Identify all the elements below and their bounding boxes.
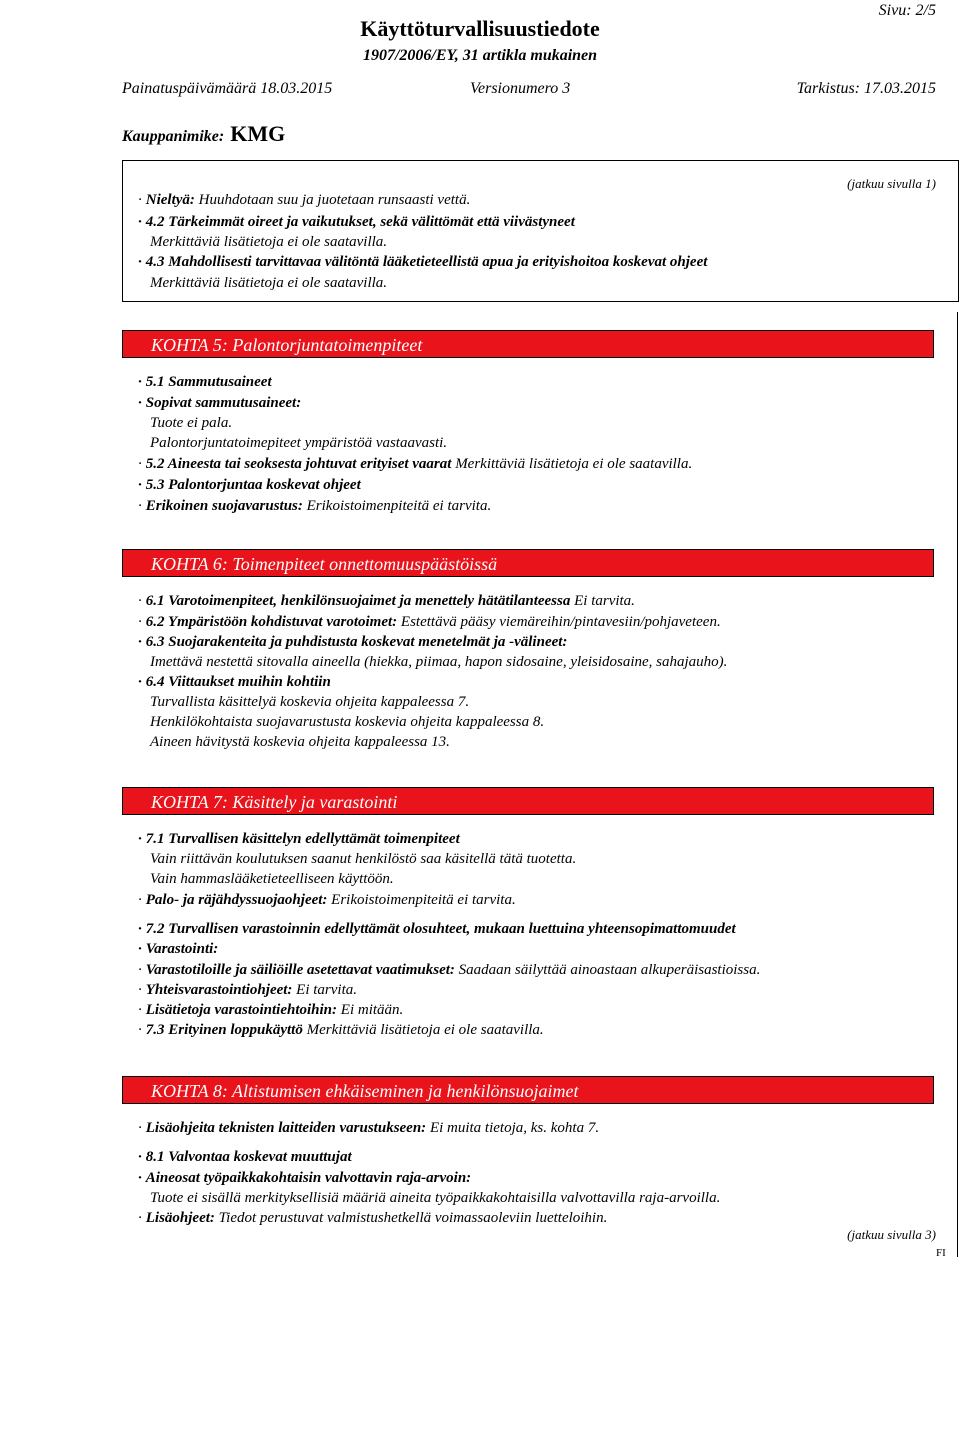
document-title: Käyttöturvallisuustiedote (360, 16, 600, 41)
heading-5-1-text: 5.1 Sammutusaineet (145, 374, 272, 390)
extra-row: · Lisäohjeet: Tiedot perustuvat valmistushetkellä voimassaoleviin luetteloihin. (138, 1210, 608, 1226)
continued-to-note: (jatkuu sivulla 3) (847, 1227, 936, 1242)
storage-row: · Varastointi: (138, 941, 219, 957)
more-storage-label: Lisätietoja varastointiehtoihin: (145, 1002, 338, 1018)
text-6-2: Estettävä pääsy viemäreihin/pintavesiin/pohjaveteen. (400, 614, 721, 630)
heading-4-2: · 4.2 Tärkeimmät oireet ja vaikutukset, sekä välittömät että viivästyneet (138, 214, 575, 230)
heading-5-2-text: 5.2 Aineesta tai seoksesta johtuvat erityiset vaarat (145, 456, 452, 472)
heading-5-1: · 5.1 Sammutusaineet (138, 374, 272, 390)
text-4-3: Merkittäviä lisätietoja ei ole saatavilla. (150, 275, 388, 291)
print-date: Painatuspäivämäärä 18.03.2015 (122, 80, 333, 97)
heading-6-1: · 6.1 Varotoimenpiteet, henkilönsuojaimet ja menettely hätätilanteessa Ei tarvita. (138, 593, 635, 609)
heading-6-2: · 6.2 Ympäristöön kohdistuvat varotoimet: Estettävä pääsy viemäreihin/pintavesiin/pohjaveteen. (138, 614, 721, 630)
requirements-label: Varastotiloille ja säiliöille asetettavat vaatimukset: (145, 962, 455, 978)
tech-row: · Lisäohjeita teknisten laitteiden varustukseen: Ei muita tietoja, ks. kohta 7. (138, 1120, 600, 1136)
fire-text: Erikoistoimenpiteitä ei tarvita. (331, 892, 516, 908)
swallow-text: Huuhdotaan suu ja juotetaan runsaasti vettä. (198, 192, 471, 208)
extra-text: Tiedot perustuvat valmistushetkellä voimassaoleviin luetteloihin. (218, 1210, 608, 1226)
text-6-4c: Aineen hävitystä koskevia ohjeita kappaleessa 13. (150, 734, 450, 750)
heading-7-1: · 7.1 Turvallisen käsittelyn edellyttämät toimenpiteet (138, 831, 460, 847)
joint-storage-text: Ei tarvita. (296, 982, 357, 998)
heading-6-2-text: 6.2 Ympäristöön kohdistuvat varotoimet: (145, 614, 398, 630)
text-6-4b: Henkilökohtaista suojavarustusta koskevia ohjeita kappaleessa 8. (150, 714, 545, 730)
limits-label: Aineosat työpaikkakohtaisin valvottavin raja-arvoin: (145, 1170, 472, 1186)
heading-7-3: · 7.3 Erityinen loppukäyttö Merkittäviä lisätietoja ei ole saatavilla. (138, 1022, 544, 1038)
heading-8-1: · 8.1 Valvontaa koskevat muuttujat (138, 1149, 352, 1165)
trade-name-value: KMG (230, 121, 286, 146)
heading-8-1-text: 8.1 Valvontaa koskevat muuttujat (145, 1149, 352, 1165)
fire-label: Palo- ja räjähdyssuojaohjeet: (145, 892, 328, 908)
ppe-row: · Erikoinen suojavarustus: Erikoistoimenpiteitä ei tarvita. (138, 498, 492, 514)
document-subtitle: 1907/2006/EY, 31 artikla mukainen (362, 47, 598, 64)
version-number: Versionumero 3 (470, 80, 571, 97)
heading-7-2: · 7.2 Turvallisen varastoinnin edellyttämät olosuhteet, mukaan luettuina yhteensopimattomuudet (138, 921, 736, 937)
heading-6-3: · 6.3 Suojarakenteita ja puhdistusta koskevat menetelmät ja -välineet: (138, 634, 568, 650)
review-date: Tarkistus: 17.03.2015 (796, 80, 936, 97)
more-storage-row: · Lisätietoja varastointiehtoihin: Ei mitään. (138, 1002, 404, 1018)
requirements-text: Saadaan säilyttää ainoastaan alkuperäisastioissa. (458, 962, 761, 978)
section-6-title: KOHTA 6: Toimenpiteet onnettomuuspäästöissä (122, 549, 934, 577)
tech-label: Lisäohjeita teknisten laitteiden varustukseen: (145, 1120, 427, 1136)
text-6-1: Ei tarvita. (574, 593, 635, 609)
heading-7-1-text: 7.1 Turvallisen käsittelyn edellyttämät toimenpiteet (145, 831, 460, 847)
text-6-4a: Turvallista käsittelyä koskevia ohjeita kappaleessa 7. (150, 694, 470, 710)
page-number: Sivu: 2/5 (878, 2, 936, 19)
swallow-label: Nieltyä: (145, 192, 195, 208)
joint-storage-label: Yhteisvarastointiohjeet: (145, 982, 293, 998)
heading-7-2-text: 7.2 Turvallisen varastoinnin edellyttämät olosuhteet, mukaan luettuina yhteensopimattomuudet (145, 921, 736, 937)
heading-4-2-text: 4.2 Tärkeimmät oireet ja vaikutukset, sekä välittömät että viivästyneet (145, 214, 575, 230)
heading-4-3: · 4.3 Mahdollisesti tarvittavaa välitöntä lääketieteellistä apua ja erityishoitoa koskevat ohjeet (138, 254, 708, 270)
right-margin-line (957, 312, 958, 1257)
text-7-1a: Vain riittävän koulutuksen saanut henkilöstö saa käsitellä tätä tuotetta. (150, 851, 577, 867)
section-7-title: KOHTA 7: Käsittely ja varastointi (122, 787, 934, 815)
heading-6-1-text: 6.1 Varotoimenpiteet, henkilönsuojaimet ja menettely hätätilanteessa (145, 593, 571, 609)
section-8-title: KOHTA 8: Altistumisen ehkäiseminen ja henkilönsuojaimet (122, 1076, 934, 1104)
section-5-title: KOHTA 5: Palontorjuntatoimenpiteet (122, 330, 934, 358)
heading-5-2: · 5.2 Aineesta tai seoksesta johtuvat erityiset vaarat Merkittäviä lisätietoja ei ole saatavilla. (138, 456, 693, 472)
limits-text: Tuote ei sisällä merkityksellisiä määriä aineita työpaikkakohtaisilla valvottavilla raja-arvoilla. (150, 1190, 721, 1206)
joint-storage-row: · Yhteisvarastointiohjeet: Ei tarvita. (138, 982, 357, 998)
heading-6-4: · 6.4 Viittaukset muihin kohtiin (138, 674, 331, 690)
tech-text: Ei muita tietoja, ks. kohta 7. (429, 1120, 600, 1136)
heading-7-3-text: 7.3 Erityinen loppukäyttö (145, 1022, 303, 1038)
heading-5-3-text: 5.3 Palontorjuntaa koskevat ohjeet (145, 477, 361, 493)
trade-name-label: Kauppanimike: (122, 128, 225, 145)
heading-4-3-text: 4.3 Mahdollisesti tarvittavaa välitöntä lääketieteellistä apua ja erityishoitoa koskevat ohjeet (145, 254, 708, 270)
trade-name-row (122, 121, 285, 147)
continued-from-note: (jatkuu sivulla 1) (847, 176, 936, 191)
language-code: FI (936, 1247, 946, 1259)
more-storage-text: Ei mitään. (340, 1002, 404, 1018)
swallow-row: · Nieltyä: Huuhdotaan suu ja juotetaan runsaasti vettä. (138, 192, 471, 208)
limits-row: · Aineosat työpaikkakohtaisin valvottavin raja-arvoin: (138, 1170, 472, 1186)
requirements-row: · Varastotiloille ja säiliöille asetettavat vaatimukset: Saadaan säilyttää ainoastaan alkuperäisastioissa. (138, 962, 761, 978)
text-7-1b: Vain hammaslääketieteelliseen käyttöön. (150, 871, 394, 887)
heading-6-3-text: 6.3 Suojarakenteita ja puhdistusta koskevat menetelmät ja -välineet: (145, 634, 568, 650)
fire-row: · Palo- ja räjähdyssuojaohjeet: Erikoistoimenpiteitä ei tarvita. (138, 892, 516, 908)
text-6-3: Imettävä nestettä sitovalla aineella (hiekka, piimaa, hapon sidosaine, yleisidosaine, sahajauho). (150, 654, 728, 670)
storage-label: Varastointi: (145, 941, 219, 957)
ppe-label: Erikoinen suojavarustus: (145, 498, 303, 514)
ppe-text: Erikoistoimenpiteitä ei tarvita. (306, 498, 492, 514)
suitable-media: · Sopivat sammutusaineet: (138, 395, 302, 411)
text-5-2: Merkittäviä lisätietoja ei ole saatavilla. (455, 456, 693, 472)
text-7-3: Merkittäviä lisätietoja ei ole saatavilla. (306, 1022, 544, 1038)
extra-label: Lisäohjeet: (145, 1210, 215, 1226)
text-5-1a: Tuote ei pala. (150, 415, 233, 431)
suitable-media-text: Sopivat sammutusaineet: (145, 395, 302, 411)
heading-5-3: · 5.3 Palontorjuntaa koskevat ohjeet (138, 477, 361, 493)
text-5-1b: Palontorjuntatoimepiteet ympäristöä vastaavasti. (150, 435, 448, 451)
text-4-2: Merkittäviä lisätietoja ei ole saatavilla. (150, 234, 388, 250)
heading-6-4-text: 6.4 Viittaukset muihin kohtiin (145, 674, 331, 690)
